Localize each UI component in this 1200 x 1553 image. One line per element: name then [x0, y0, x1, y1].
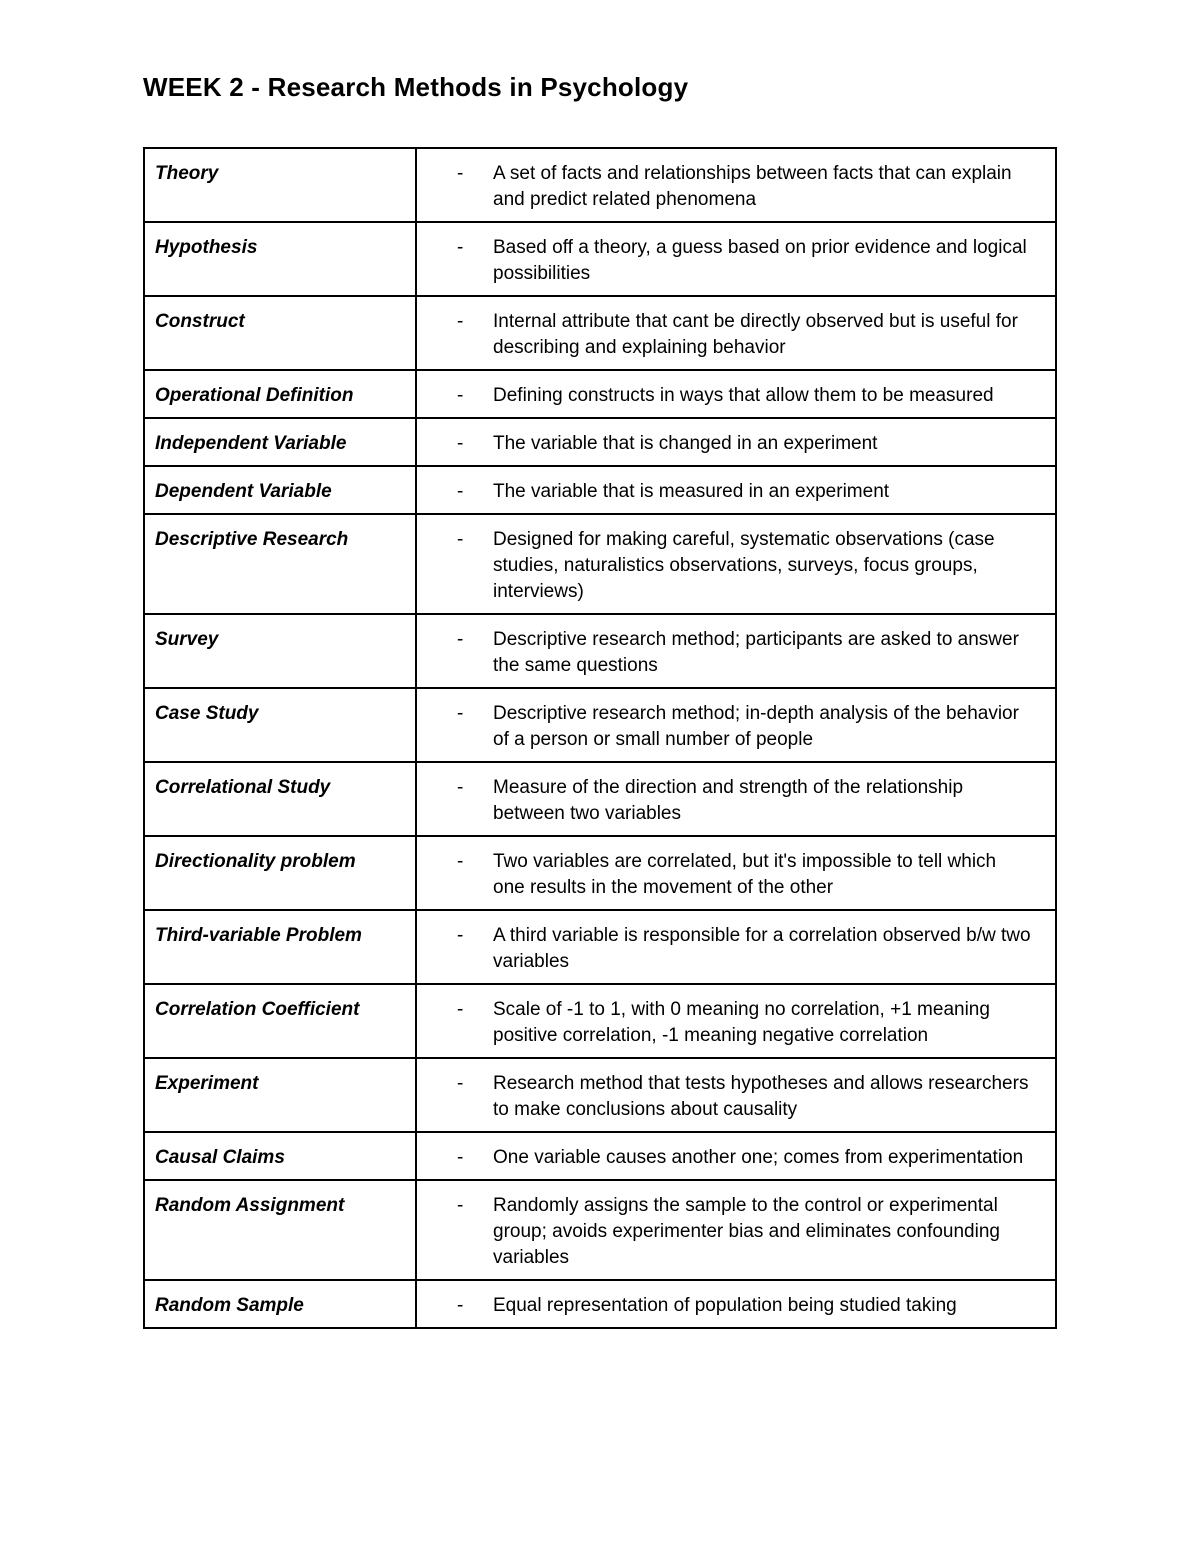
bullet-dash: -: [457, 1295, 464, 1316]
term-cell: [144, 688, 416, 762]
term-cell: [144, 614, 416, 688]
page-title: WEEK 2 - Research Methods in Psychology: [143, 72, 689, 102]
definition-cell: [416, 984, 1056, 1058]
term-text: Random Sample: [155, 1295, 304, 1316]
bullet-dash: -: [457, 385, 464, 406]
term-cell: [144, 466, 416, 514]
bullet-dash: -: [457, 999, 464, 1020]
definition-cell: [416, 836, 1056, 910]
term-cell: [144, 1058, 416, 1132]
term-cell: [144, 370, 416, 418]
definition-cell: [416, 296, 1056, 370]
definition-row: [457, 775, 1033, 827]
definition-row: [457, 627, 1033, 679]
definition-text: The variable that is changed in an experiment: [493, 433, 878, 454]
table-row: [144, 614, 1056, 688]
definition-text: Descriptive research method; participants are asked to answer the same questions: [493, 629, 1019, 676]
term-cell: [144, 514, 416, 614]
term-text: Hypothesis: [155, 237, 258, 258]
bullet-dash: -: [457, 925, 464, 946]
term-text: Causal Claims: [155, 1147, 285, 1168]
definition-row: [457, 527, 1033, 605]
term-text: Dependent Variable: [155, 481, 332, 502]
table-row: [144, 296, 1056, 370]
definition-cell: [416, 1132, 1056, 1180]
definition-text: Designed for making careful, systematic observations (case studies, naturalistics observations, surveys, focus groups, interviews): [493, 529, 995, 602]
definition-row: [457, 431, 1033, 457]
definition-text: A third variable is responsible for a correlation observed b/w two variables: [493, 925, 1031, 972]
term-text: Survey: [155, 629, 219, 650]
table-row: [144, 1280, 1056, 1328]
bullet-dash: -: [457, 1195, 464, 1216]
definition-cell: [416, 514, 1056, 614]
term-cell: [144, 1132, 416, 1180]
term-cell: [144, 762, 416, 836]
definition-cell: [416, 370, 1056, 418]
bullet-dash: -: [457, 1147, 464, 1168]
table-row: [144, 222, 1056, 296]
table-row: [144, 1132, 1056, 1180]
bullet-dash: -: [457, 629, 464, 650]
term-cell: [144, 222, 416, 296]
table-row: [144, 910, 1056, 984]
term-cell: [144, 836, 416, 910]
term-text: Operational Definition: [155, 385, 354, 406]
definition-text: Descriptive research method; in-depth analysis of the behavior of a person or small number of people: [493, 703, 1019, 750]
definition-cell: [416, 614, 1056, 688]
table-row: [144, 688, 1056, 762]
bullet-dash: -: [457, 237, 464, 258]
term-cell: [144, 1180, 416, 1280]
definition-row: [457, 1193, 1033, 1271]
term-cell: [144, 296, 416, 370]
bullet-dash: -: [457, 529, 464, 550]
definition-text: Measure of the direction and strength of the relationship between two variables: [493, 777, 964, 824]
definition-row: [457, 309, 1033, 361]
term-text: Correlation Coefficient: [155, 999, 360, 1020]
term-text: Descriptive Research: [155, 529, 349, 550]
definition-text: Internal attribute that cant be directly observed but is useful for describing and explaining behavior: [493, 311, 1018, 358]
definition-cell: [416, 1280, 1056, 1328]
definition-cell: [416, 1058, 1056, 1132]
definition-text: A set of facts and relationships between facts that can explain and predict related phenomena: [493, 163, 1012, 210]
definition-row: [457, 383, 1033, 409]
definition-text: Defining constructs in ways that allow them to be measured: [493, 385, 994, 406]
bullet-dash: -: [457, 851, 464, 872]
definition-row: [457, 235, 1033, 287]
definition-text: Based off a theory, a guess based on prior evidence and logical possibilities: [493, 237, 1027, 284]
term-text: Theory: [155, 163, 219, 184]
definition-cell: [416, 1180, 1056, 1280]
bullet-dash: -: [457, 777, 464, 798]
definition-row: [457, 997, 1033, 1049]
definition-cell: [416, 222, 1056, 296]
definition-text: Research method that tests hypotheses and allows researchers to make conclusions about causality: [493, 1073, 1029, 1120]
definition-row: [457, 1145, 1033, 1171]
table-body: [144, 148, 1056, 1328]
definition-row: [457, 1071, 1033, 1123]
definition-cell: [416, 466, 1056, 514]
definition-cell: [416, 148, 1056, 222]
term-text: Random Assignment: [155, 1195, 345, 1216]
table-row: [144, 984, 1056, 1058]
bullet-dash: -: [457, 163, 464, 184]
definition-row: [457, 161, 1033, 213]
definition-text: Two variables are correlated, but it's impossible to tell which one results in the movement of the other: [493, 851, 997, 898]
term-cell: [144, 1280, 416, 1328]
bullet-dash: -: [457, 481, 464, 502]
definition-cell: [416, 762, 1056, 836]
definition-text: The variable that is measured in an experiment: [493, 481, 890, 502]
table-row: [144, 1180, 1056, 1280]
term-text: Construct: [155, 311, 245, 332]
definition-row: [457, 923, 1033, 975]
definition-cell: [416, 910, 1056, 984]
definition-cell: [416, 688, 1056, 762]
definition-text: Randomly assigns the sample to the control or experimental group; avoids experimenter bias and eliminates confounding variables: [493, 1195, 1000, 1268]
definition-text: Equal representation of population being studied taking: [493, 1295, 957, 1316]
table-row: [144, 762, 1056, 836]
table-row: [144, 514, 1056, 614]
term-text: Independent Variable: [155, 433, 347, 454]
bullet-dash: -: [457, 1073, 464, 1094]
term-cell: [144, 148, 416, 222]
definition-row: [457, 479, 1033, 505]
bullet-dash: -: [457, 703, 464, 724]
definition-row: [457, 1293, 1033, 1319]
table-row: [144, 836, 1056, 910]
definition-row: [457, 849, 1033, 901]
term-text: Case Study: [155, 703, 259, 724]
term-cell: [144, 910, 416, 984]
definition-cell: [416, 418, 1056, 466]
table-row: [144, 1058, 1056, 1132]
term-cell: [144, 984, 416, 1058]
definition-text: One variable causes another one; comes from experimentation: [493, 1147, 1024, 1168]
term-text: Experiment: [155, 1073, 259, 1094]
term-cell: [144, 418, 416, 466]
definitions-table: [143, 147, 1057, 1329]
bullet-dash: -: [457, 311, 464, 332]
table-row: [144, 370, 1056, 418]
term-text: Directionality problem: [155, 851, 356, 872]
bullet-dash: -: [457, 433, 464, 454]
term-text: Third-variable Problem: [155, 925, 362, 946]
table-row: [144, 148, 1056, 222]
term-text: Correlational Study: [155, 777, 331, 798]
table-row: [144, 418, 1056, 466]
definition-text: Scale of -1 to 1, with 0 meaning no correlation, +1 meaning positive correlation, -1 meaning negative correlation: [493, 999, 990, 1046]
definition-row: [457, 701, 1033, 753]
table-row: [144, 466, 1056, 514]
